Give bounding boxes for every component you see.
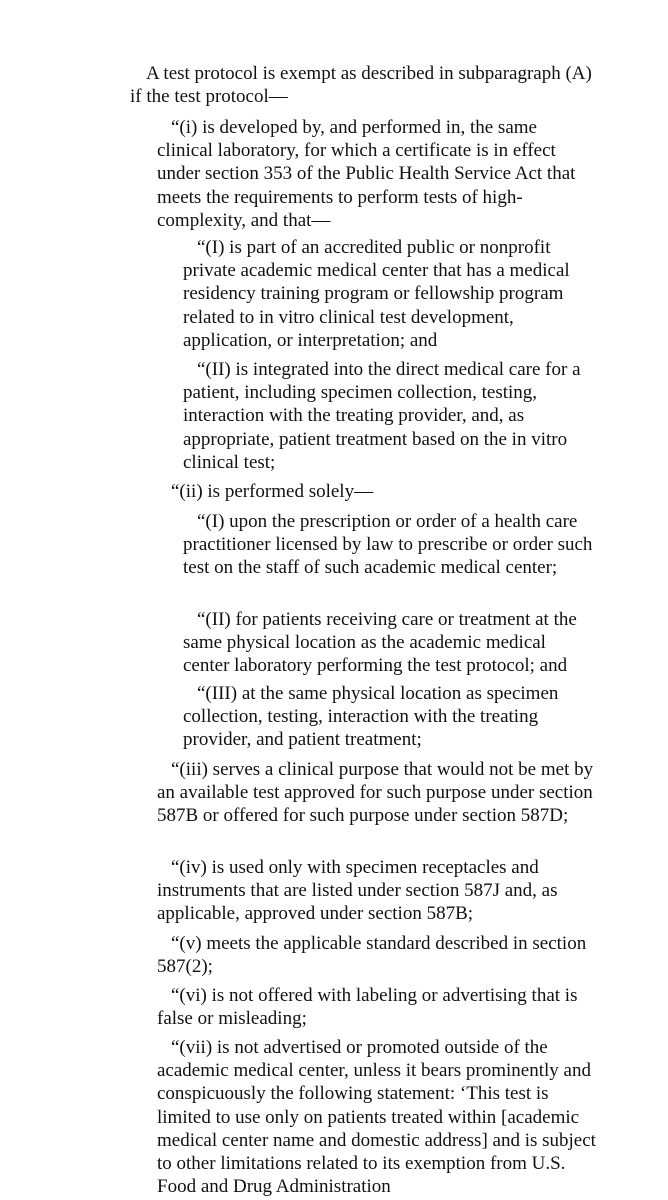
clause-i-II: “(II) is integrated into the direct medical care for a patient, including specimen collection, testing, interaction with the treating provider, and, as appropriate, patient treatment based on the in vitro clinical test; [183,359,581,473]
clause-vii: “(vii) is not advertised or promoted outside of the academic medical center, unless it bears prominently and conspicuously the following statement: ‘This test is limited to use only on patients treated within [academic medical center name and domestic address] and is subject to other limitations related to its exemption from U.S. Food and Drug Administration [157,1037,596,1198]
clause-ii-II: “(II) for patients receiving care or treatment at the same physical location as the academic medical center laboratory performing the test protocol; and [183,609,577,677]
clause-ii-III: “(III) at the same physical location as specimen collection, testing, interaction with the treating provider, and patient treatment; [183,683,559,751]
clause-i: “(i) is developed by, and performed in, the same clinical laboratory, for which a certificate is in effect under section 353 of the Public Health Service Act that meets the requirements to perform tests of high-complexity, and that— [157,117,576,231]
clause-iii: “(iii) serves a clinical purpose that would not be met by an available test approved for such purpose under section 587B or offered for such purpose under section 587D; [157,759,594,827]
clause-ii-I: “(I) upon the prescription or order of a health care practitioner licensed by law to prescribe or order such test on the staff of such academic medical center; [183,511,593,579]
clause-v: “(v) meets the applicable standard described in section 587(2); [157,933,587,978]
clause-ii: “(ii) is performed solely— [171,481,374,502]
clause-iv: “(iv) is used only with specimen receptacles and instruments that are listed under section 587J and, as applicable, approved under section 587B; [157,857,558,925]
intro-paragraph: A test protocol is exempt as described in subparagraph (A) if the test protocol— [130,63,592,108]
clause-i-I: “(I) is part of an accredited public or nonprofit private academic medical center that has a medical residency training program or fellowship program related to in vitro clinical test development, application, or interpretation; and [183,237,570,351]
clause-vi: “(vi) is not offered with labeling or advertising that is false or misleading; [157,985,578,1030]
